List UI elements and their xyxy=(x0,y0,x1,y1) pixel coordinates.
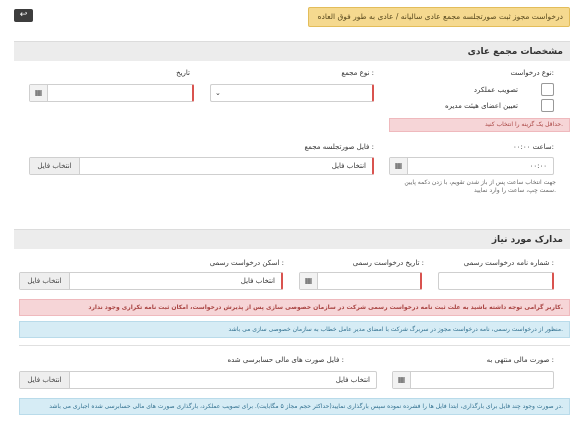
option-error-alert: حداقل یک گزینه را انتخاب کنید. xyxy=(389,118,570,132)
back-arrow-icon: ↩ xyxy=(19,10,28,20)
letter-scan-file-input[interactable]: انتخاب فایل انتخاب فایل xyxy=(19,272,283,290)
letter-date-input[interactable] xyxy=(299,272,422,290)
letter-number-input[interactable] xyxy=(438,272,554,290)
divider xyxy=(19,345,570,346)
date-input[interactable] xyxy=(29,84,194,102)
assembly-type-select[interactable] xyxy=(210,84,374,102)
letter-scan-label: اسکن درخواست رسمی : xyxy=(209,259,284,267)
page-title: درخواست مجوز ثبت صورتجلسه مجمع عادی سالیانه / عادی به طور فوق العاده xyxy=(308,7,570,27)
multi-file-info: در صورت وجود چند فایل برای بارگذاری، ابتدا فایل ها را فشرده نموده سپس بارگذاری نمایید(حداکثر حجم مجاز ۵ مگابایت). برای تصویب عملکرد، بارگذاری صورت های مالی حسابرسی شده اجباری می باشد. xyxy=(19,398,570,415)
section-assembly-details: مشخصات مجمع عادی xyxy=(14,41,570,61)
top-bar xyxy=(0,0,579,32)
option-performance-checkbox[interactable] xyxy=(541,83,554,96)
request-type-label: نوع درخواست: xyxy=(510,69,554,77)
back-button[interactable] xyxy=(14,9,33,22)
section-required-docs: مدارک مورد نیاز xyxy=(14,229,570,249)
official-request-info: منظور از درخواست رسمی، نامه درخواست مجوز در سربرگ شرکت با امضای مدیر عامل خطاب به سازمان خصوصی سازی می باشد. xyxy=(19,321,570,338)
choose-file-button[interactable]: انتخاب فایل xyxy=(20,372,70,388)
audited-fin-file-label: فایل صورت های مالی حسابرسی شده : xyxy=(227,356,344,364)
letter-number-label: شماره نامه درخواست رسمی : xyxy=(463,259,554,267)
option-board-checkbox[interactable] xyxy=(541,99,554,112)
time-hint: جهت انتخاب ساعت پس از باز شدن تقویم، با زدن دکمه پایین سمت چپ، ساعت را وارد نمایید. xyxy=(404,179,556,194)
calendar-icon[interactable]: ▦ xyxy=(393,372,411,388)
calendar-icon[interactable]: ▦ xyxy=(300,273,318,289)
chevron-down-icon: ⌄ xyxy=(215,89,221,97)
time-input[interactable]: ▦ ۰۰:۰۰ xyxy=(389,157,554,175)
fin-statement-end-input[interactable] xyxy=(392,371,554,389)
letter-date-label: تاریخ درخواست رسمی : xyxy=(352,259,424,267)
choose-file-button[interactable]: انتخاب فایل xyxy=(30,158,80,174)
option-board-label: تعیین اعضای هیئت مدیره xyxy=(444,102,518,110)
date-label: تاریخ xyxy=(176,69,190,77)
duplicate-letter-alert: کاربر گرامی توجه داشته باشید به علت ثبت نامه درخواست رسمی شرکت در سازمان خصوصی سازی پس از پذیرش درخواست، امکان ثبت نامه تکراری وجود ندارد. xyxy=(19,299,570,316)
minutes-file-input[interactable]: انتخاب فایل انتخاب فایل xyxy=(29,157,374,175)
audited-fin-file-input[interactable]: انتخاب فایل انتخاب فایل xyxy=(19,371,377,389)
option-performance-label: تصویب عملکرد xyxy=(473,86,518,94)
fin-statement-end-label: صورت مالی منتهی به : xyxy=(486,356,554,364)
calendar-icon[interactable]: ▦ xyxy=(390,158,408,174)
choose-file-button[interactable]: انتخاب فایل xyxy=(20,273,70,289)
time-label: ساعت ۰۰:۰۰: xyxy=(512,143,554,151)
calendar-icon[interactable]: ▦ xyxy=(30,85,48,101)
assembly-type-label: نوع مجمع : xyxy=(341,69,374,77)
minutes-file-label: فایل صورتجلسه مجمع : xyxy=(304,143,374,151)
